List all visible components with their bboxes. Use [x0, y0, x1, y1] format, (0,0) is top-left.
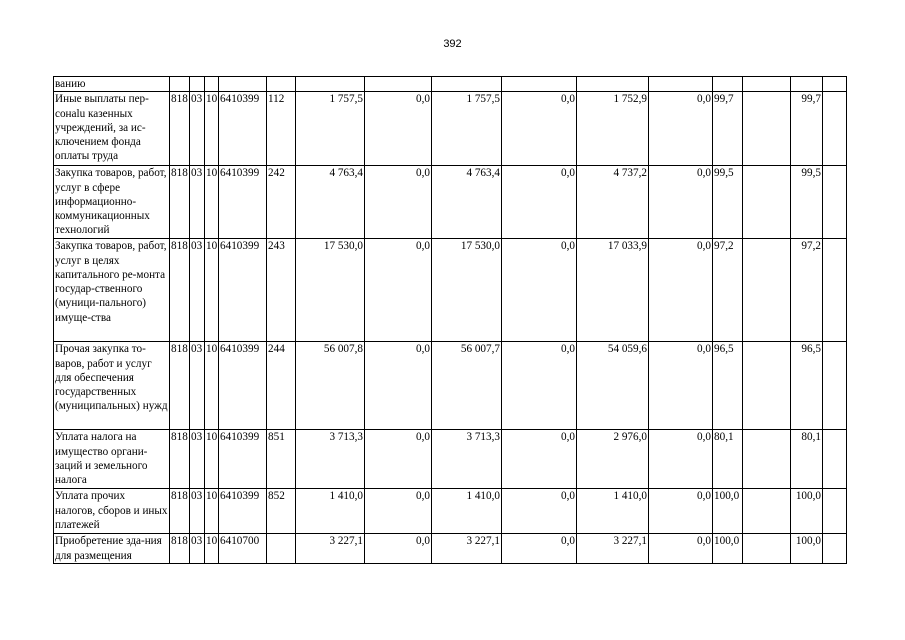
row-name-cell: Уплата налога на имущество органи-заций и земельного налога [54, 430, 170, 489]
target-item-code-cell: 6410399 [219, 342, 267, 430]
approved-amount-cell: 3 713,3 [296, 430, 365, 489]
subsection-code-cell: 10 [205, 534, 219, 564]
execution-percent-cell: 96,5 [713, 342, 743, 430]
subsection-code-cell: 10 [205, 92, 219, 166]
expense-type-code-cell [267, 77, 296, 92]
empty-cell [743, 534, 791, 564]
refined-amount-cell: 56 007,7 [432, 342, 502, 430]
table-row [54, 239, 847, 342]
execution-percent-refined-cell: 96,5 [791, 342, 823, 430]
refined-amount-cell [432, 77, 502, 92]
empty-cell [823, 92, 847, 166]
section-code-cell: 03 [190, 239, 205, 342]
table-row [54, 77, 847, 92]
empty-cell [743, 342, 791, 430]
expense-type-code-cell: 852 [267, 489, 296, 534]
executed-other-cell: 0,0 [649, 534, 713, 564]
empty-cell [823, 489, 847, 534]
execution-percent-refined-cell: 97,2 [791, 239, 823, 342]
executed-amount-cell: 2 976,0 [577, 430, 649, 489]
refined-amount-cell: 17 530,0 [432, 239, 502, 342]
row-name-cell: Закупка товаров, работ, услуг в целях капитального ре-монта государ-ственного (муници-пального) имуще-ства [54, 239, 170, 342]
target-item-code-cell: 6410399 [219, 489, 267, 534]
approved-amount-cell: 1 757,5 [296, 92, 365, 166]
approved-other-cell: 0,0 [365, 239, 432, 342]
executed-other-cell: 0,0 [649, 342, 713, 430]
empty-cell [823, 77, 847, 92]
empty-cell [743, 239, 791, 342]
refined-amount-cell: 1 410,0 [432, 489, 502, 534]
executed-other-cell: 0,0 [649, 430, 713, 489]
ministry-code-cell: 818 [170, 430, 190, 489]
expense-type-code-cell: 112 [267, 92, 296, 166]
refined-amount-cell: 3 713,3 [432, 430, 502, 489]
refined-other-cell: 0,0 [502, 489, 577, 534]
empty-cell [743, 77, 791, 92]
execution-percent-cell: 100,0 [713, 534, 743, 564]
section-code-cell [190, 77, 205, 92]
executed-amount-cell [577, 77, 649, 92]
executed-other-cell: 0,0 [649, 239, 713, 342]
execution-percent-cell: 99,7 [713, 92, 743, 166]
execution-percent-cell: 97,2 [713, 239, 743, 342]
executed-amount-cell: 17 033,9 [577, 239, 649, 342]
expense-type-code-cell: 242 [267, 166, 296, 239]
expense-type-code-cell: 851 [267, 430, 296, 489]
refined-other-cell: 0,0 [502, 239, 577, 342]
refined-other-cell: 0,0 [502, 166, 577, 239]
execution-percent-refined-cell: 99,7 [791, 92, 823, 166]
execution-percent-cell: 99,5 [713, 166, 743, 239]
table-row [54, 489, 847, 534]
ministry-code-cell: 818 [170, 489, 190, 534]
executed-amount-cell: 1 752,9 [577, 92, 649, 166]
execution-percent-refined-cell: 100,0 [791, 489, 823, 534]
executed-amount-cell: 54 059,6 [577, 342, 649, 430]
ministry-code-cell: 818 [170, 92, 190, 166]
execution-percent-refined-cell: 99,5 [791, 166, 823, 239]
refined-other-cell: 0,0 [502, 92, 577, 166]
approved-amount-cell: 1 410,0 [296, 489, 365, 534]
execution-percent-refined-cell: 80,1 [791, 430, 823, 489]
row-name-cell: Прочая закупка то-варов, работ и услуг для обеспечения государственных (муниципальных) нужд [54, 342, 170, 430]
row-name-cell: Приобретение зда-ния для размещения [54, 534, 170, 564]
target-item-code-cell: 6410700 [219, 534, 267, 564]
refined-amount-cell: 1 757,5 [432, 92, 502, 166]
table-row [54, 342, 847, 430]
empty-cell [743, 166, 791, 239]
executed-other-cell: 0,0 [649, 166, 713, 239]
subsection-code-cell: 10 [205, 489, 219, 534]
row-name-cell: ванию [54, 77, 170, 92]
empty-cell [823, 534, 847, 564]
approved-other-cell [365, 77, 432, 92]
table-row [54, 166, 847, 239]
executed-other-cell [649, 77, 713, 92]
section-code-cell: 03 [190, 489, 205, 534]
empty-cell [743, 430, 791, 489]
execution-percent-cell [713, 77, 743, 92]
row-name-cell: Уплата прочих налогов, сборов и иных платежей [54, 489, 170, 534]
empty-cell [823, 430, 847, 489]
expense-type-code-cell: 244 [267, 342, 296, 430]
row-name-cell: Иные выплаты пер-сонalu казенных учреждений, за ис-ключением фонда оплаты труда [54, 92, 170, 166]
approved-other-cell: 0,0 [365, 489, 432, 534]
ministry-code-cell: 818 [170, 239, 190, 342]
executed-other-cell: 0,0 [649, 489, 713, 534]
target-item-code-cell: 6410399 [219, 239, 267, 342]
executed-amount-cell: 1 410,0 [577, 489, 649, 534]
section-code-cell: 03 [190, 534, 205, 564]
refined-amount-cell: 3 227,1 [432, 534, 502, 564]
subsection-code-cell: 10 [205, 430, 219, 489]
ministry-code-cell [170, 77, 190, 92]
section-code-cell: 03 [190, 342, 205, 430]
approved-other-cell: 0,0 [365, 92, 432, 166]
approved-other-cell: 0,0 [365, 534, 432, 564]
refined-other-cell: 0,0 [502, 430, 577, 489]
target-item-code-cell: 6410399 [219, 92, 267, 166]
empty-cell [743, 92, 791, 166]
expense-type-code-cell: 243 [267, 239, 296, 342]
refined-other-cell: 0,0 [502, 534, 577, 564]
ministry-code-cell: 818 [170, 534, 190, 564]
budget-execution-table [53, 76, 847, 564]
executed-amount-cell: 4 737,2 [577, 166, 649, 239]
executed-other-cell: 0,0 [649, 92, 713, 166]
target-item-code-cell: 6410399 [219, 430, 267, 489]
approved-amount-cell: 56 007,8 [296, 342, 365, 430]
refined-other-cell [502, 77, 577, 92]
subsection-code-cell: 10 [205, 342, 219, 430]
refined-amount-cell: 4 763,4 [432, 166, 502, 239]
approved-amount-cell: 3 227,1 [296, 534, 365, 564]
execution-percent-refined-cell: 100,0 [791, 534, 823, 564]
empty-cell [823, 166, 847, 239]
execution-percent-cell: 100,0 [713, 489, 743, 534]
subsection-code-cell [205, 77, 219, 92]
approved-amount-cell [296, 77, 365, 92]
execution-percent-refined-cell [791, 77, 823, 92]
empty-cell [823, 239, 847, 342]
section-code-cell: 03 [190, 430, 205, 489]
subsection-code-cell: 10 [205, 166, 219, 239]
approved-other-cell: 0,0 [365, 166, 432, 239]
table-row [54, 92, 847, 166]
approved-amount-cell: 4 763,4 [296, 166, 365, 239]
expense-type-code-cell [267, 534, 296, 564]
row-name-cell: Закупка товаров, работ, услуг в сфере информационно-коммуникационных технологий [54, 166, 170, 239]
ministry-code-cell: 818 [170, 342, 190, 430]
approved-other-cell: 0,0 [365, 342, 432, 430]
refined-other-cell: 0,0 [502, 342, 577, 430]
approved-amount-cell: 17 530,0 [296, 239, 365, 342]
ministry-code-cell: 818 [170, 166, 190, 239]
approved-other-cell: 0,0 [365, 430, 432, 489]
empty-cell [823, 342, 847, 430]
target-item-code-cell [219, 77, 267, 92]
section-code-cell: 03 [190, 166, 205, 239]
execution-percent-cell: 80,1 [713, 430, 743, 489]
table-row [54, 430, 847, 489]
target-item-code-cell: 6410399 [219, 166, 267, 239]
executed-amount-cell: 3 227,1 [577, 534, 649, 564]
page-number: 392 [443, 38, 462, 50]
empty-cell [743, 489, 791, 534]
section-code-cell: 03 [190, 92, 205, 166]
subsection-code-cell: 10 [205, 239, 219, 342]
table-row [54, 534, 847, 564]
